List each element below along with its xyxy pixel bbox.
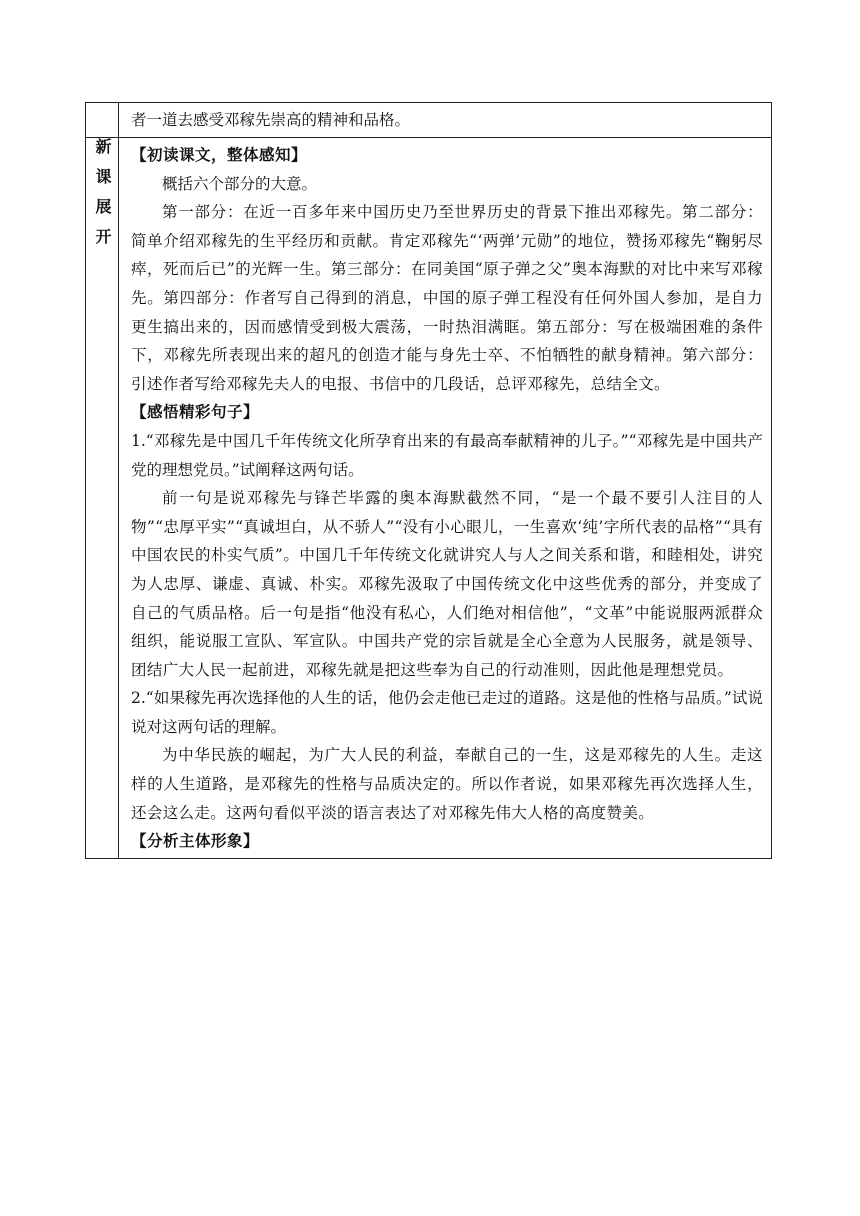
top-row-text: 者一道去感受邓稼先崇高的精神和品格。 [131,111,411,129]
section-label-new-lesson: 新课展开 [93,138,112,258]
paragraph-summarize-prompt: 概括六个部分的大意。 [162,174,318,193]
content-cell-main [119,138,772,859]
question-1: 1.“邓稼先是中国几千年传统文化所孕育出来的有最高奉献精神的儿子。”“邓稼先是中国共产党的理想党员。”试阐释这两句话。 [131,431,763,479]
lesson-plan-table [85,102,772,859]
side-cell-top [86,103,119,138]
question-2: 2.“如果稼先再次选择他的人生的话，他仍会走他已走过的道路。这是他的性格与品质。”试说说对这两句话的理解。 [131,689,763,736]
heading-key-sentences: 【感悟精彩句子】 [131,403,260,422]
table-row-top [86,103,772,138]
answer-2: 为中华民族的崛起，为广大人民的利益，奉献自己的一生，这是邓稼先的人生。走这样的人生道路，是邓稼先的性格与品质决定的。所以作者说，如果邓稼先再次选择人生，还会这么走。这两句看似平淡的语言表达了对邓稼先伟大人格的高度赞美。 [131,746,763,822]
answer-1: 前一句是说邓稼先与锋芒毕露的奥本海默截然不同，“是一个最不要引人注目的人物”“忠厚平实”“真诚坦白，从不骄人”“没有小心眼儿，一生喜欢‘纯’字所代表的品格”“具有中国农民的朴实气质”。中国几千年传统文化就讲究人与人之间关系和谐，和睦相处，讲究为人忠厚、谦虚、真诚、朴实。邓稼先汲取了中国传统文化中这些优秀的部分，并变成了自己的气质品格。后一句是指“他没有私心，人们绝对相信他”，“文革”中能说服两派群众组织，能说服工宣队、军宣队。中国共产党的宗旨就是全心全意为人民服务，就是领导、团结广大人民一起前进，邓稼先就是把这些奉为自己的行动准则，因此他是理想党员。 [131,489,763,679]
table-row-main [86,138,772,859]
content-cell-top [119,103,772,138]
heading-first-reading: 【初读课文，整体感知】 [131,146,308,164]
heading-main-image: 【分析主体形象】 [131,832,260,851]
paragraph-six-parts: 第一部分：在近一百多年来中国历史乃至世界历史的背景下推出邓稼先。第二部分：简单介绍邓稼先的生平经历和贡献。肯定邓稼先“‘两弹’元勋”的地位，赞扬邓稼先“鞠躬尽瘁，死而后已”的光辉一生。第三部分：在同美国“原子弹之父”奥本海默的对比中来写邓稼先。第四部分：作者写自己得到的消息，中国的原子弹工程没有任何外国人参加，是自力更生搞出来的，因而感情受到极大震荡，一时热泪满眶。第五部分：写在极端困难的条件下，邓稼先所表现出来的超凡的创造才能与身先士卒、不怕牺牲的献身精神。第六部分：引述作者写给邓稼先夫人的电报、书信中的几段话，总评邓稼先，总结全文。 [131,203,763,393]
side-cell-main [86,138,119,859]
